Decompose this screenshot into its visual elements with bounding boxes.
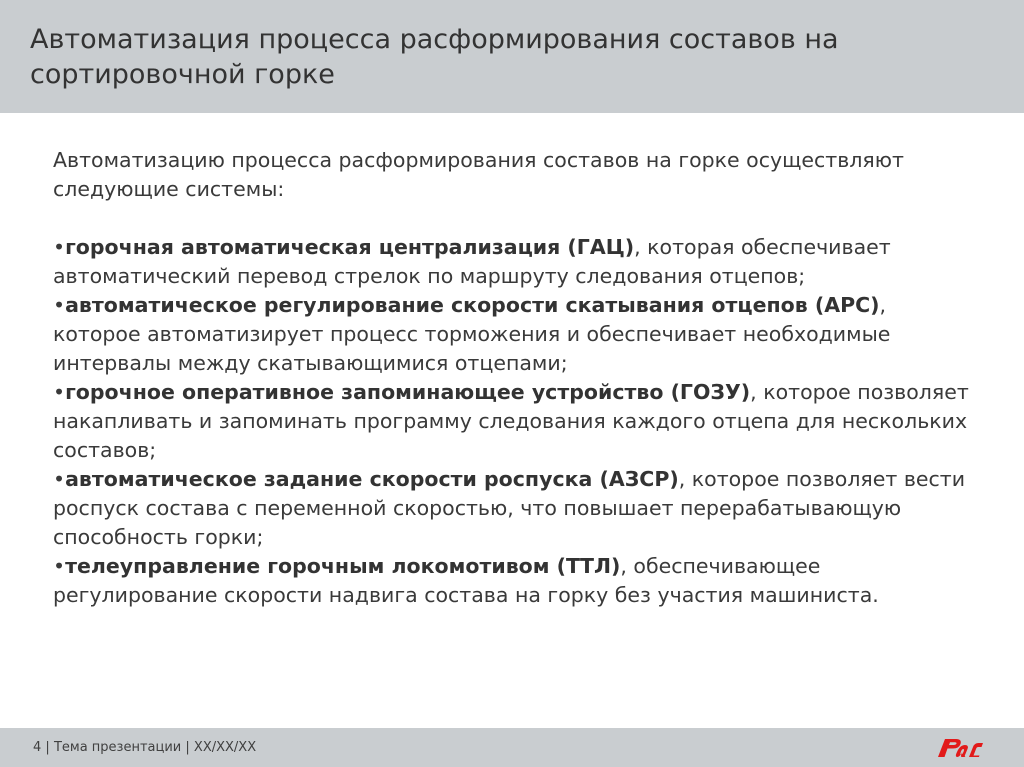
presentation-topic: Тема презентации	[53, 740, 182, 755]
list-item	[53, 233, 978, 291]
slide-title: Автоматизация процесса расформирования составов на сортировочной горке	[30, 24, 839, 90]
bullet: •	[53, 235, 66, 259]
footer-separator: |	[185, 740, 190, 755]
list-item	[53, 465, 978, 552]
bullet: •	[53, 293, 66, 317]
footer-text	[33, 740, 256, 755]
footer-separator: |	[45, 740, 50, 755]
footer-bar	[0, 728, 1024, 767]
title-bar	[0, 0, 1024, 113]
system-name: горочное оперативное запоминающее устройство (ГОЗУ)	[65, 380, 751, 404]
system-description: , которое позволяет накапливать и запоминать программу следования каждого отцепа для нескольких составов;	[53, 380, 969, 462]
system-name: горочная автоматическая централизация (ГАЦ)	[65, 235, 635, 259]
slide-content	[53, 146, 978, 610]
system-description: , которое автоматизирует процесс торможения и обеспечивает необходимые интервалы между скатывающимися отцепами;	[53, 293, 891, 375]
system-description: , которое позволяет вести роспуск состава с переменной скоростью, что повышает перерабатывающую способность горки;	[53, 467, 966, 549]
list-item	[53, 378, 978, 465]
page-number: 4	[33, 740, 42, 755]
system-description: , которая обеспечивает автоматический перевод стрелок по маршруту следования отцепов;	[53, 235, 891, 288]
bullet: •	[53, 467, 66, 491]
bullet: •	[53, 554, 66, 578]
presentation-date: XX/XX/XX	[193, 740, 257, 755]
list-item	[53, 291, 978, 378]
system-name: телеуправление горочным локомотивом (ТТЛ)	[65, 554, 621, 578]
system-name: автоматическое регулирование скорости скатывания отцепов (АРС)	[65, 293, 880, 317]
bullet: •	[53, 380, 66, 404]
intro-text: Автоматизацию процесса расформирования составов на горке осуществляют следующие системы:	[53, 148, 904, 201]
list-item	[53, 552, 978, 610]
system-description: , обеспечивающее регулирование скорости надвига состава на горку без участия машиниста.	[53, 554, 879, 607]
systems-list	[53, 233, 978, 610]
rzd-logo-icon	[932, 731, 988, 763]
system-name: автоматическое задание скорости роспуска (АЗСР)	[65, 467, 679, 491]
